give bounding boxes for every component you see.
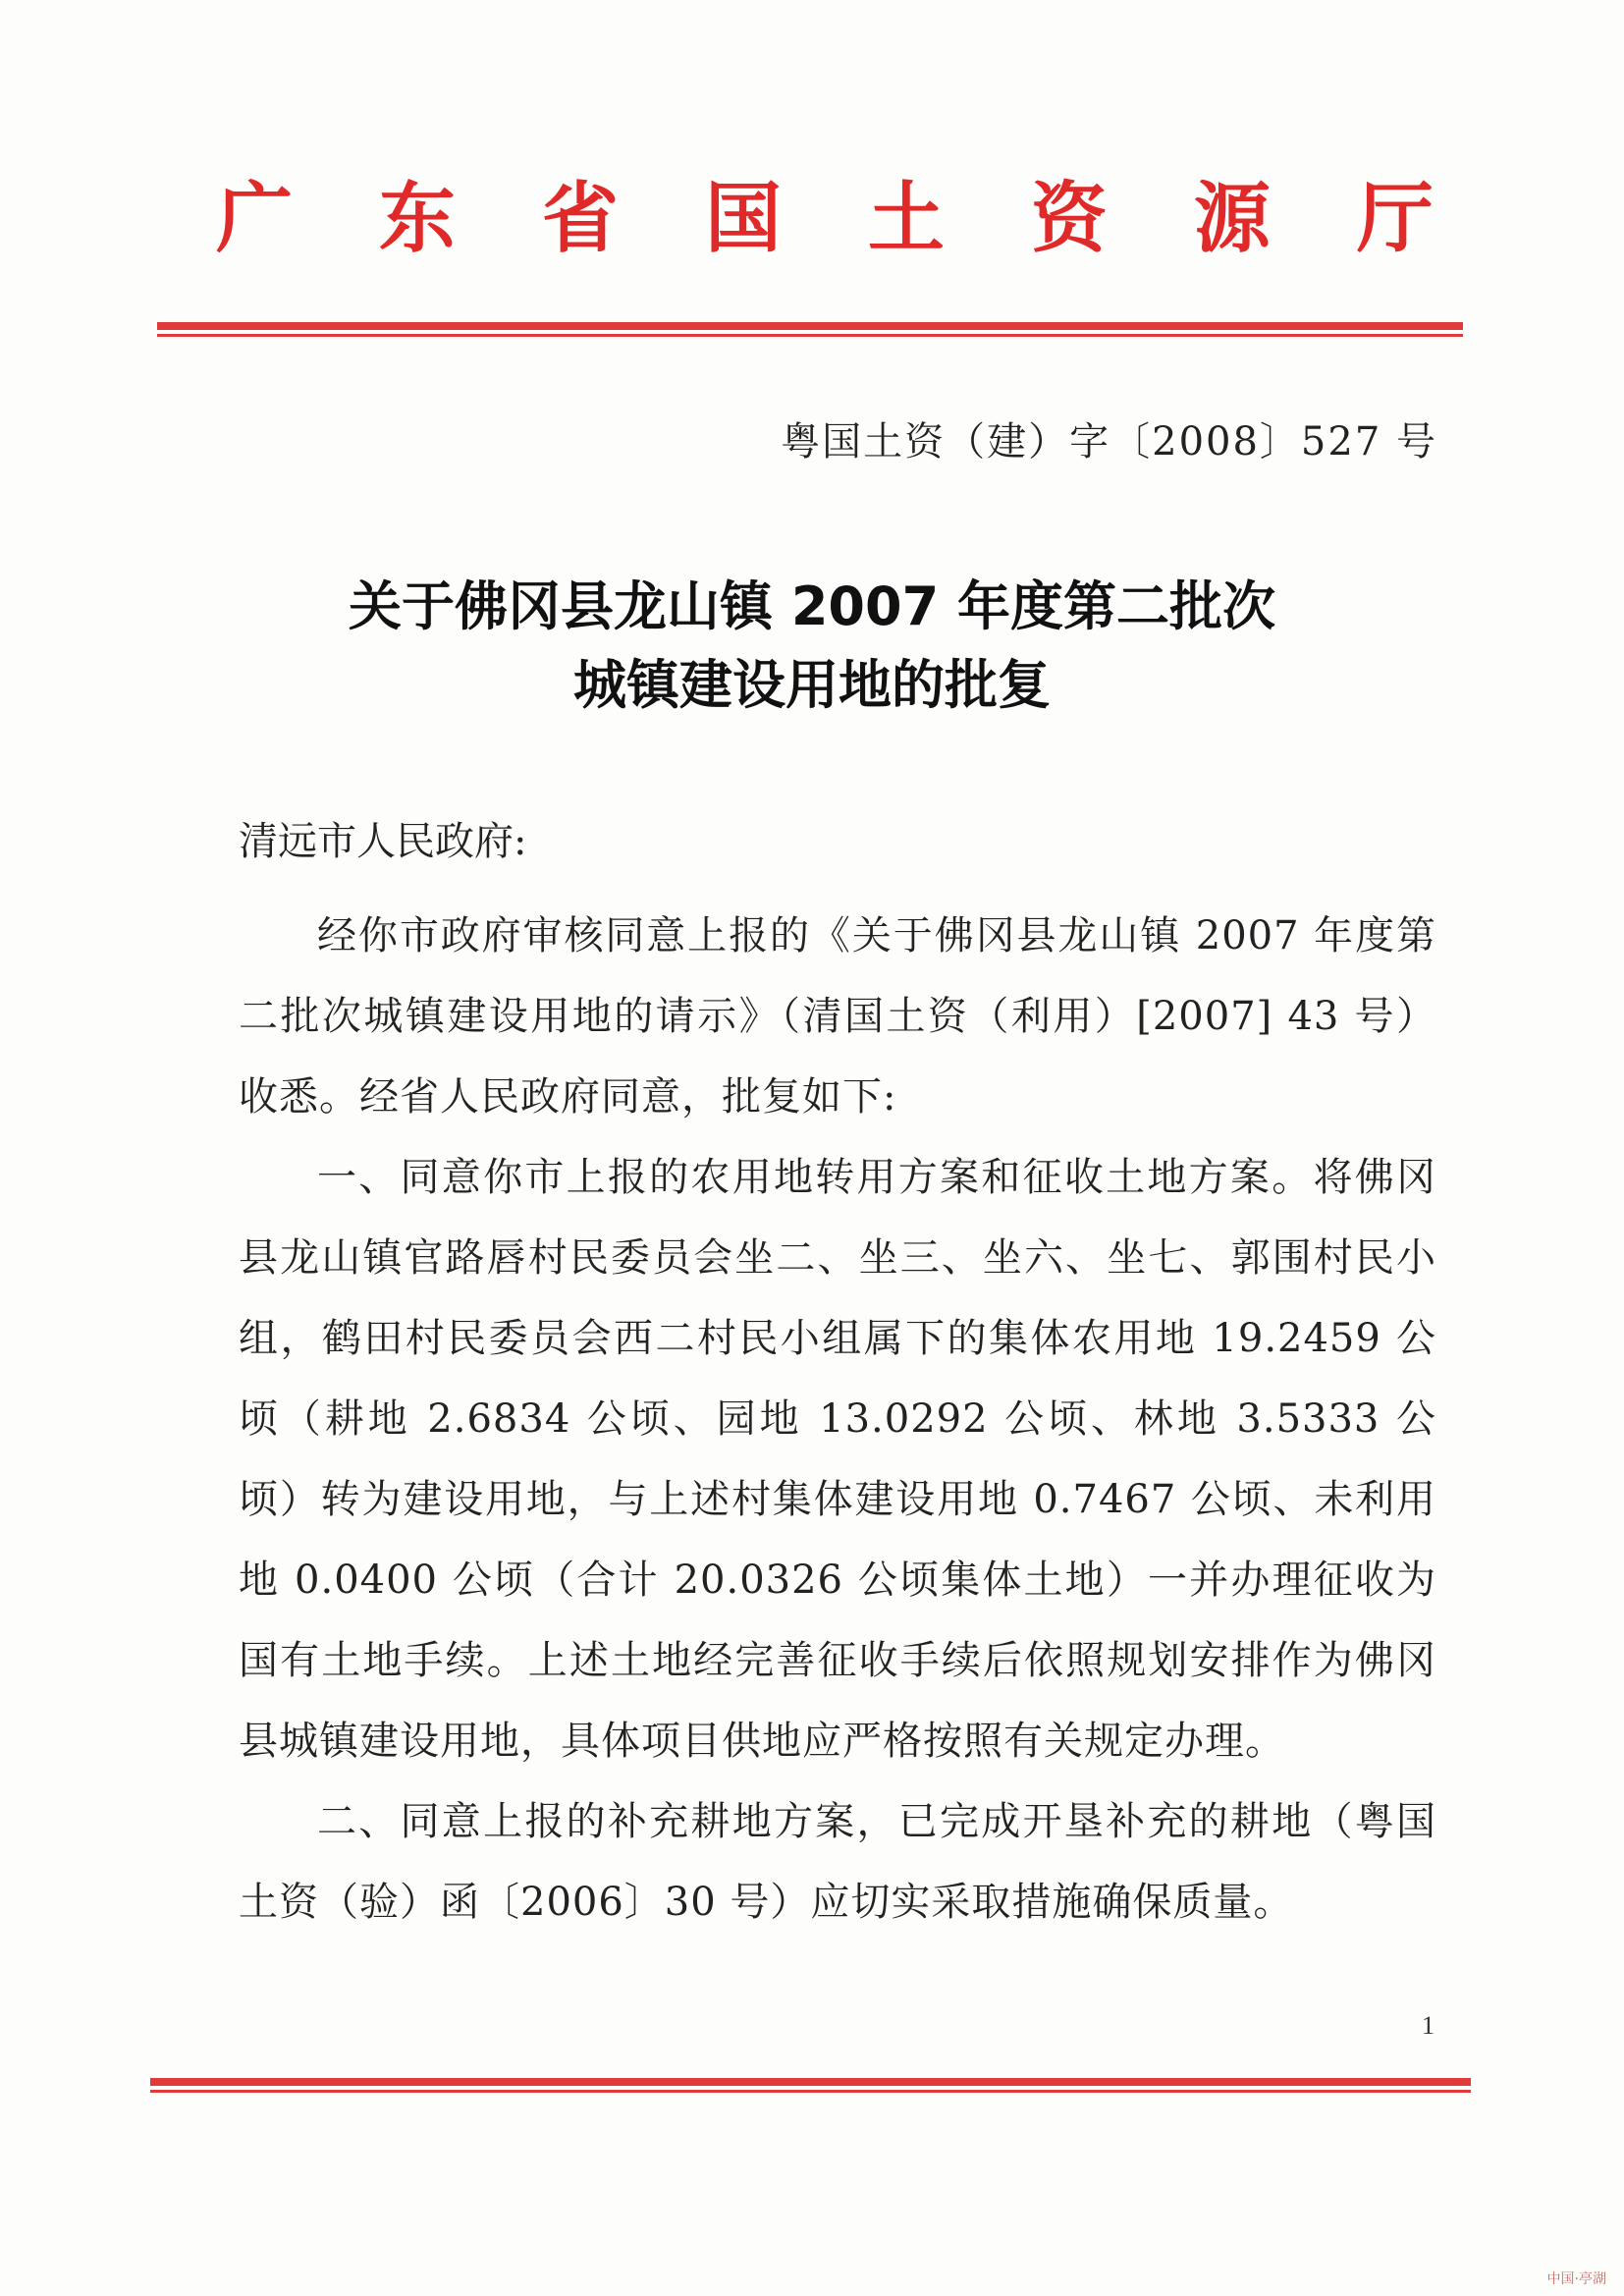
body-paragraph: 经你市政府审核同意上报的《关于佛冈县龙山镇 2007 年度第二批次城镇建设用地的请示》（清国土资（利用）[2007] 43 号）收悉。经省人民政府同意，批复如下: (239, 913, 1436, 1120)
letterhead-title (216, 175, 1434, 263)
letterhead-divider (157, 322, 1463, 338)
letterhead-char: 厅 (1356, 174, 1434, 263)
divider-thick-line (150, 2078, 1471, 2086)
letterhead-char: 省 (541, 174, 619, 263)
letterhead-char: 源 (1193, 174, 1271, 263)
letterhead-char: 资 (1030, 174, 1108, 263)
document-title (0, 568, 1624, 725)
document-body (239, 896, 1436, 1942)
letterhead-char: 广 (216, 174, 294, 263)
letterhead-char: 国 (704, 174, 782, 263)
footer-divider (150, 2078, 1471, 2094)
body-paragraph: 一、同意你市上报的农用地转用方案和征收土地方案。将佛冈县龙山镇官路唇村民委员会坐二、坐三、坐六、坐七、郭围村民小组，鹤田村民委员会西二村民小组属下的集体农用地 19.2459 公顷（耕地 2.6834 公顷、园地 13.0292 公顷、林地 3.5333 公顷）转为建设用地，与上述村集体建设用地 0.7467 公顷、未利用地 0.0400 公顷（合计 20.0326 公顷集体土地）一并办理征收为国有土地手续。上述土地经完善征收手续后依照规划安排作为佛冈县城镇建设用地，具体项目供地应严格按照有关规定办理。 (239, 1155, 1436, 1764)
body-paragraph: 二、同意上报的补充耕地方案，已完成开垦补充的耕地（粤国土资（验）函〔2006〕30 号）应切实采取措施确保质量。 (239, 1799, 1436, 1925)
page-number: 1 (1422, 2011, 1435, 2040)
document-title-line-1: 关于佛冈县龙山镇 2007 年度第二批次 (349, 575, 1275, 637)
document-title-line-2: 城镇建设用地的批复 (573, 654, 1051, 716)
divider-thin-line (150, 2090, 1471, 2093)
divider-thick-line (157, 322, 1463, 330)
document-number: 粤国土资（建）字〔2008〕527 号 (781, 419, 1437, 465)
recipient: 清远市人民政府: (239, 819, 527, 864)
letterhead-char: 东 (378, 174, 456, 263)
divider-thin-line (157, 334, 1463, 337)
watermark: 中国·亭湖 (1546, 2271, 1606, 2287)
letterhead-char: 土 (867, 174, 945, 263)
